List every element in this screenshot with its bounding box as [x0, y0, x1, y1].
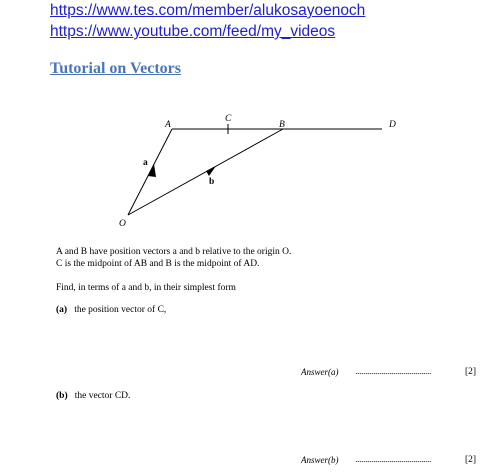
label-c-point: C	[225, 114, 232, 124]
arrow-a	[148, 164, 156, 177]
marks-a: [2]	[465, 367, 477, 377]
question-a-text: the position vector of C,	[74, 305, 167, 315]
question-a	[56, 305, 166, 315]
label-d-point: D	[389, 120, 396, 130]
question-b-label: (b)	[56, 391, 68, 401]
label-origin: O	[119, 219, 126, 229]
youtube-videos-link[interactable]: https://www.youtube.com/feed/my_videos	[50, 23, 336, 40]
problem-instruction: Find, in terms of a and b, in their simplest form	[56, 283, 236, 293]
label-vector-a: a	[143, 158, 148, 168]
label-vector-b: b	[209, 177, 215, 187]
question-a-label: (a)	[56, 305, 68, 315]
answer-a-label: Answer(a)	[301, 367, 339, 377]
page-title: Tutorial on Vectors	[50, 60, 181, 77]
problem-statement-line1: A and B have position vectors a and b relative to the origin O.	[56, 247, 292, 257]
tes-profile-link[interactable]: https://www.tes.com/member/alukosayoenoch	[50, 2, 366, 19]
marks-b: [2]	[465, 455, 477, 465]
answer-a-field[interactable]: ......................................	[355, 366, 432, 376]
question-b	[56, 391, 130, 401]
arrow-b	[206, 166, 216, 176]
answer-b-label: Answer(b)	[301, 455, 339, 465]
problem-statement-line2: C is the midpoint of AB and B is the midpoint of AD.	[56, 259, 260, 269]
label-b-point: B	[279, 120, 285, 130]
label-a-point: A	[165, 120, 171, 130]
answer-b-field[interactable]: ......................................	[355, 454, 432, 464]
question-b-text: the vector CD.	[74, 391, 131, 401]
